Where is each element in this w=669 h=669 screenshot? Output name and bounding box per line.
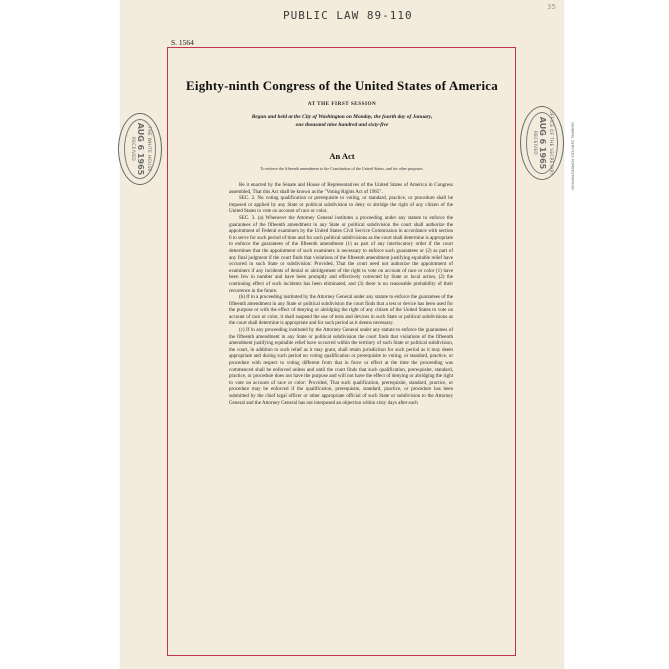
paragraph-sec-3b: (b) If in a proceeding instituted by the Attorney General under any statute to enforce the guarantees of the fifteenth amendment in any State or political subdivision the court finds that a test or device has been used for the purpose or with the effect of denying or abridging the right of any citizen of the United States to vote on account of race or color, it shall suspend the use of tests and devices in such State or political subdivisions as the court shall determine is appropriate and for such period as it deems necessary.: [229, 294, 453, 327]
public-law-number: PUBLIC LAW 89-110: [283, 9, 413, 22]
bill-number: S. 1564: [171, 38, 194, 47]
begun-line: [190, 113, 494, 129]
act-body: [229, 182, 453, 652]
congress-title: Eighty-ninth Congress of the United States of America: [186, 78, 498, 93]
paragraph-sec-3c: (c) If in any proceeding instituted by the Attorney General under any statute to enforce the guarantees of the fifteenth amendment in any State or political subdivision the court finds that violations of the fifteenth amendment justifying equitable relief have occurred within the territory of such State or political subdivision, the court, in addition to such relief as it may grant, shall retain jurisdiction for such period as it may deem appropriate and during such period no voting qualification or prerequisite to voting, or standard, practice, or procedure with respect to voting different from that in force or effect at the time the proceeding was commenced shall be enforced unless and until the court finds that such qualification, prerequisite, standard, practice, or procedure does not have the purpose and will not have the effect of denying or abridging the right to vote on account of race or color: Provided, That such qualification, prerequisite, standard, practice, or procedure may be enforced if the qualification, prerequisite, standard, practice, or procedure has been submitted by the chief legal officer or other appropriate official of such State or subdivision to the Attorney General and the Attorney General has not interposed an objection within sixty days after such: [229, 327, 453, 406]
begun-line-1: Begun and held at the City of Washington on Monday, the fourth day of January,: [251, 114, 433, 120]
paragraph-enacting-clause: Be it enacted by the Senate and House of Representatives of the United States of America in Congress assembled, That this Act shall be known as the "Voting Rights Act of 1965".: [229, 182, 453, 195]
stamp-date: AUG 6 1965: [538, 116, 547, 170]
secretary-received-stamp: [520, 106, 564, 180]
paragraph-sec-3a: SEC. 3. (a) Whenever the Attorney General institutes a proceeding under any statute to enforce the guarantees of the fifteenth amendment in any State or political subdivision the court shall authorize the appointment of Federal examiners by the United States Civil Service Commission in accordance with section 6 to serve for such period of time and for such political subdivisions as the court shall determine is appropriate to enforce the guarantees of the fifteenth amendment (1) as part of any interlocutory order if the court determines that the appointment of such examiners is necessary to enforce such guarantees or (2) as part of any final judgment if the court finds that violations of the fifteenth amendment justifying equitable relief have occurred in such State or subdivision: Provided, That the court need not authorize the appointment of examiners if any incidents of denial or abridgement of the right to vote on account of race or color (1) have been few in number and have been promptly and effectively corrected by State or local action, (2) the continuing effect of such incidents has been eliminated, and (3) there is no reasonable probability of their recurrence in the future.: [229, 214, 453, 294]
corner-mark: 35: [547, 3, 556, 11]
session-line: AT THE FIRST SESSION: [307, 101, 377, 107]
receiver-text: GENERAL SERVICES ADMINISTRATION: [570, 122, 575, 190]
stamp-line-1: THE WHITE HOUSE: [146, 126, 151, 172]
white-house-received-stamp: [118, 113, 162, 185]
stamp-text: [530, 110, 554, 175]
stamp-line-1: OFFICE OF THE SECRETARY: [548, 110, 553, 176]
stamp-date: AUG 6 1965: [136, 122, 145, 176]
act-heading: An Act: [329, 151, 355, 161]
stamp-line-3: RECEIVED: [532, 130, 537, 156]
archive-receiver-stamp: [563, 120, 581, 192]
stamp-text: [128, 123, 152, 175]
paragraph-sec-2: SEC. 2. No voting qualification or prerequisite to voting, or standard, practice, or procedure shall be imposed or applied by any State or political subdivision to deny or abridge the right of any citizen of the United States to vote on account of race or color.: [229, 195, 453, 215]
act-purpose: To enforce the fifteenth amendment to the Constitution of the United States, and for other purposes.: [260, 166, 424, 171]
stamp-line-3: RECEIVED: [130, 136, 135, 162]
begun-line-2: one thousand nine hundred and sixty-five: [295, 122, 389, 128]
